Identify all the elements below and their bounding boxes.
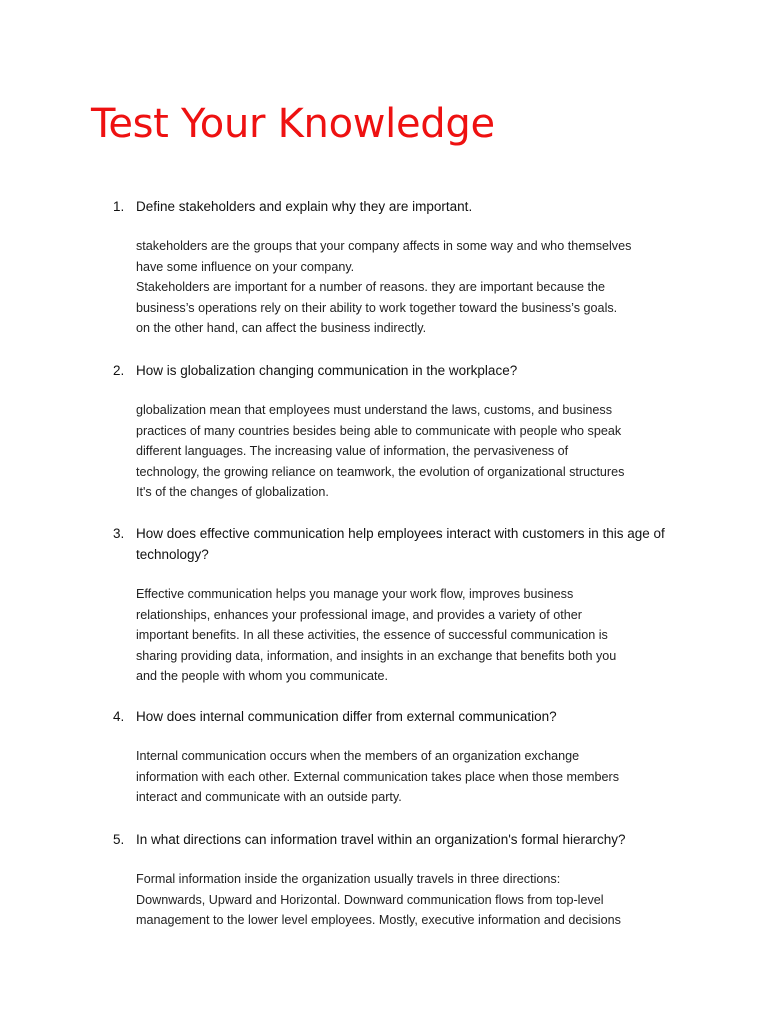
answer-line: technology, the growing reliance on teamwork, the evolution of organizational structures — [136, 464, 625, 479]
answer-line: Internal communication occurs when the members of an organization exchange — [136, 749, 580, 763]
answer-line: stakeholders are the groups that your company affects in some way and who themselves — [136, 239, 632, 253]
answer-line: It's of the changes of globalization. — [136, 485, 329, 499]
answer-2 — [136, 400, 696, 503]
question-text: How does effective communication help employees interact with customers in this age of technology? — [136, 526, 665, 562]
question-number: 4. — [113, 709, 125, 724]
question-text: In what directions can information travel within an organization's formal hierarchy? — [136, 832, 626, 847]
answer-line: practices of many countries besides being able to communicate with people who speak — [136, 423, 622, 438]
page-title: Test Your Knowledge — [91, 101, 495, 147]
answer-line: on the other hand, can affect the business indirectly. — [136, 321, 427, 335]
answer-line: business’s operations rely on their ability to work together toward the business’s goals. — [136, 300, 618, 315]
answer-line: Downwards, Upward and Horizontal. Downward communication flows from top-level — [136, 892, 604, 907]
answer-line: Effective communication helps you manage your work flow, improves business — [136, 587, 574, 601]
answer-line: management to the lower level employees. Mostly, executive information and decisions — [136, 913, 621, 927]
question-text: Define stakeholders and explain why they are important. — [136, 199, 473, 214]
answer-line: different languages. The increasing value of information, the pervasiveness of — [136, 444, 569, 458]
answer-3 — [136, 584, 696, 687]
answer-1 — [136, 236, 696, 339]
question-number: 5. — [113, 832, 125, 847]
question-text: How does internal communication differ from external communication? — [136, 709, 557, 724]
answer-line: Formal information inside the organization usually travels in three directions: — [136, 872, 561, 886]
answer-line: sharing providing data, information, and insights in an exchange that benefits both you — [136, 648, 617, 663]
answer-line: globalization mean that employees must understand the laws, customs, and business — [136, 403, 613, 417]
answer-5 — [136, 869, 696, 931]
answer-line: interact and communicate with an outside party. — [136, 790, 402, 804]
answer-line: relationships, enhances your professional image, and provides a variety of other — [136, 607, 582, 622]
answer-line: Stakeholders are important for a number of reasons. they are important because the — [136, 280, 606, 294]
answer-4 — [136, 746, 696, 808]
question-text: How is globalization changing communication in the workplace? — [136, 363, 518, 378]
answer-line: and the people with whom you communicate. — [136, 669, 389, 683]
question-number: 1. — [113, 199, 125, 214]
answer-line: have some influence on your company. — [136, 259, 355, 274]
answer-line: important benefits. In all these activities, the essence of successful communication is — [136, 628, 608, 642]
answer-line: information with each other. External communication takes place when those members — [136, 769, 620, 784]
question-number: 2. — [113, 363, 125, 378]
question-number: 3. — [113, 526, 125, 541]
